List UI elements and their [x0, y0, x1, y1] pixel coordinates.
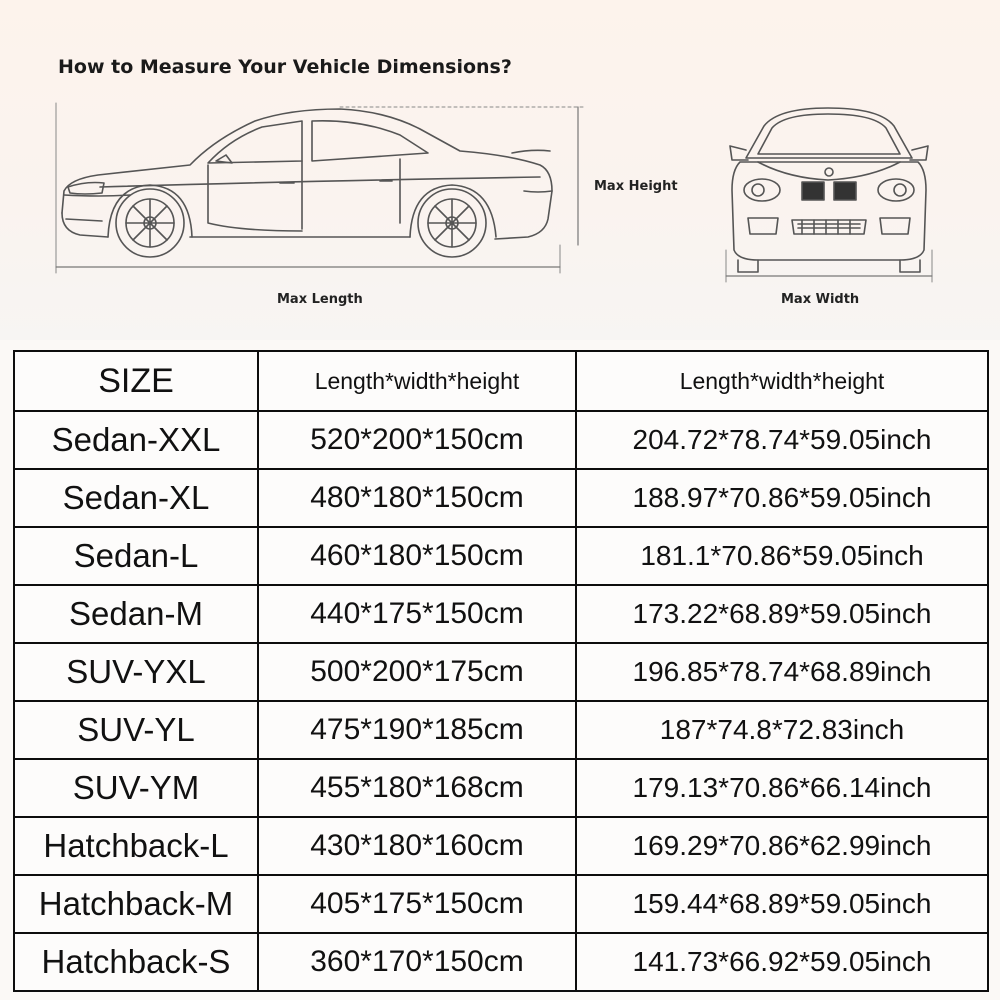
cm-dimension-cell: 430*180*160cm — [258, 817, 576, 875]
size-name-cell: Hatchback-L — [14, 817, 258, 875]
inch-dimension-cell: 188.97*70.86*59.05inch — [576, 469, 988, 527]
table-row — [14, 411, 988, 469]
inch-dimension-cell: 169.29*70.86*62.99inch — [576, 817, 988, 875]
inch-dimension-cell: 187*74.8*72.83inch — [576, 701, 988, 759]
table-row — [14, 759, 988, 817]
inch-dimension-cell: 173.22*68.89*59.05inch — [576, 585, 988, 643]
table-row — [14, 469, 988, 527]
cm-column-header: Length*width*height — [258, 351, 576, 411]
inch-dimension-cell: 204.72*78.74*59.05inch — [576, 411, 988, 469]
cm-dimension-cell: 480*180*150cm — [258, 469, 576, 527]
table-row — [14, 527, 988, 585]
inch-dimension-cell: 141.73*66.92*59.05inch — [576, 933, 988, 991]
measurement-illustration — [0, 0, 1000, 340]
size-name-cell: Sedan-M — [14, 585, 258, 643]
car-front-view-icon — [718, 100, 940, 290]
size-name-cell: Sedan-XXL — [14, 411, 258, 469]
cm-dimension-cell: 520*200*150cm — [258, 411, 576, 469]
size-name-cell: SUV-YXL — [14, 643, 258, 701]
cm-dimension-cell: 360*170*150cm — [258, 933, 576, 991]
cm-dimension-cell: 455*180*168cm — [258, 759, 576, 817]
size-column-header: SIZE — [14, 351, 258, 411]
max-length-label: Max Length — [277, 292, 363, 307]
size-name-cell: Hatchback-M — [14, 875, 258, 933]
max-width-label: Max Width — [781, 292, 860, 307]
size-chart-table — [13, 350, 989, 992]
table-row — [14, 701, 988, 759]
cm-dimension-cell: 475*190*185cm — [258, 701, 576, 759]
size-name-cell: Sedan-L — [14, 527, 258, 585]
size-name-cell: SUV-YM — [14, 759, 258, 817]
inch-dimension-cell: 196.85*78.74*68.89inch — [576, 643, 988, 701]
size-name-cell: Hatchback-S — [14, 933, 258, 991]
table-row — [14, 933, 988, 991]
cm-dimension-cell: 440*175*150cm — [258, 585, 576, 643]
inch-dimension-cell: 181.1*70.86*59.05inch — [576, 527, 988, 585]
car-side-view-icon — [40, 95, 600, 285]
illustration-heading: How to Measure Your Vehicle Dimensions? — [58, 56, 512, 78]
table-row — [14, 875, 988, 933]
size-name-cell: SUV-YL — [14, 701, 258, 759]
table-row — [14, 585, 988, 643]
cm-dimension-cell: 405*175*150cm — [258, 875, 576, 933]
inch-dimension-cell: 179.13*70.86*66.14inch — [576, 759, 988, 817]
inch-column-header: Length*width*height — [576, 351, 988, 411]
cm-dimension-cell: 460*180*150cm — [258, 527, 576, 585]
table-row — [14, 817, 988, 875]
cm-dimension-cell: 500*200*175cm — [258, 643, 576, 701]
table-header-row — [14, 351, 988, 411]
size-name-cell: Sedan-XL — [14, 469, 258, 527]
max-height-label: Max Height — [594, 179, 678, 194]
table-row — [14, 643, 988, 701]
inch-dimension-cell: 159.44*68.89*59.05inch — [576, 875, 988, 933]
